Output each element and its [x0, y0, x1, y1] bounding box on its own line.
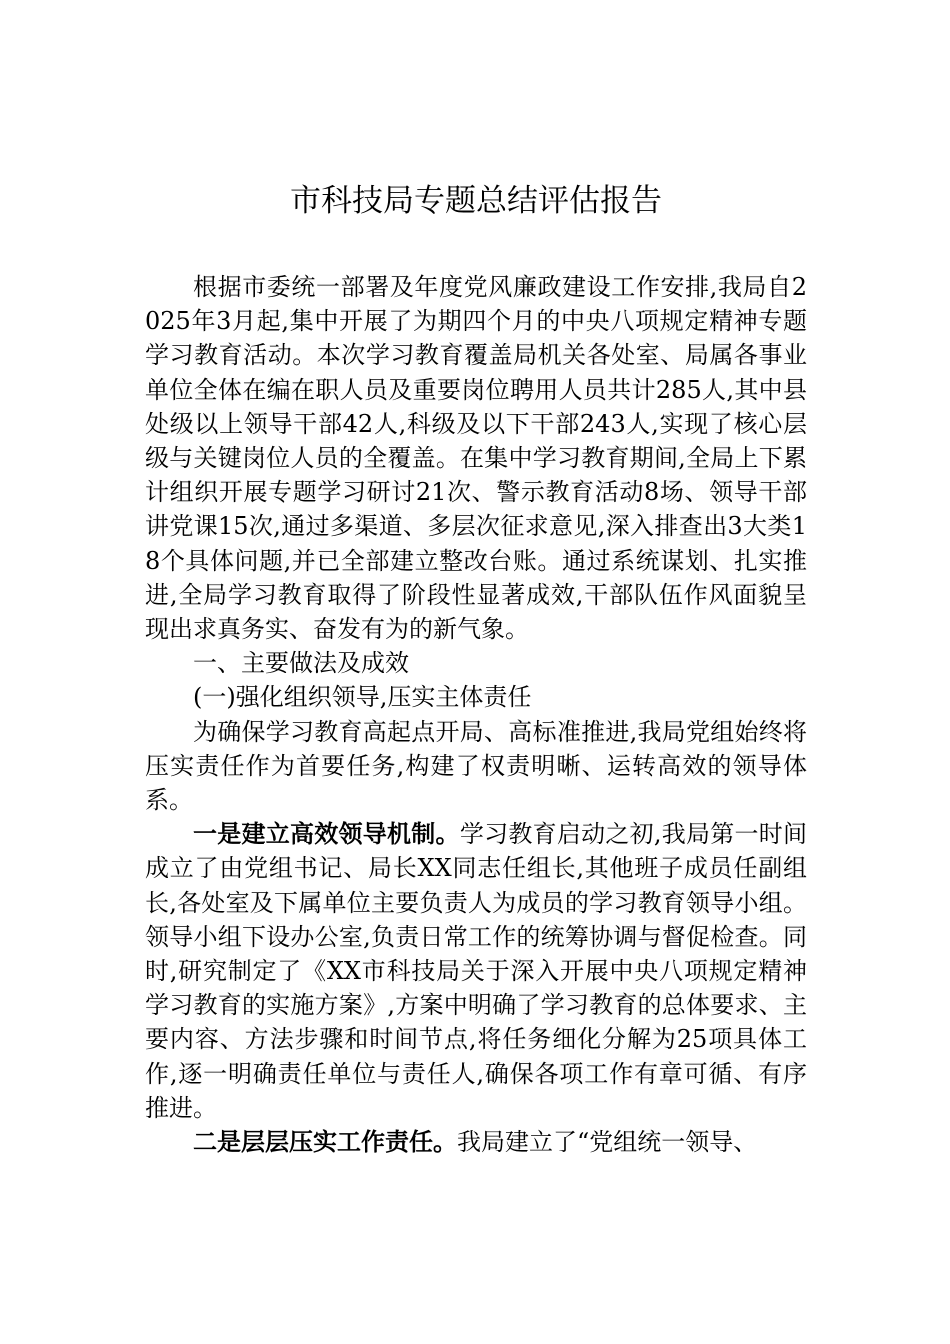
- document-page: [145, 0, 807, 1344]
- section-heading-1: 一、主要做法及成效: [193, 649, 409, 678]
- intro-paragraph: 根据市委统一部署及年度党风廉政建设工作安排,我局自2025年3月起,集中开展了为期四个月的中央八项规定精神专题学习教育活动。本次学习教育覆盖局机关各处室、局属各事业单位全体在编在职人员及重要岗位聘用人员共计285人,其中县处级以上领导干部42人,科级及以下干部243人,实现了核心层级与关键岗位人员的全覆盖。在集中学习教育期间,全局上下累计组织开展专题学习研讨21次、警示教育活动8场、领导干部讲党课15次,通过多渠道、多层次征求意见,深入排查出3大类18个具体问题,并已全部建立整改台账。通过系统谋划、扎实推进,全局学习教育取得了阶段性显著成效,干部队伍作风面貌呈现出求真务实、奋发有为的新气象。: [145, 273, 807, 644]
- point-one-paragraph: [145, 817, 807, 1125]
- point-two-text: 我局建立了“党组统一领导、: [457, 1128, 758, 1157]
- point-one-text: 学习教育启动之初,我局第一时间成立了由党组书记、局长XX同志任组长,其他班子成员任副组长,各处室及下属单位主要负责人为成员的学习教育领导小组。领导小组下设办公室,负责日常工作的统筹协调与督促检查。同时,研究制定了《XX市科技局关于深入开展中央八项规定精神学习教育的实施方案》,方案中明确了学习教育的总体要求、主要内容、方法步骤和时间节点,将任务细化分解为25项具体工作,逐一明确责任单位与责任人,确保各项工作有章可循、有序推进。: [145, 820, 808, 1122]
- point-two-paragraph: [145, 1125, 807, 1159]
- document-body: [145, 270, 807, 1159]
- document-title: 市科技局专题总结评估报告: [290, 183, 662, 219]
- point-two-lead: 二是层层压实工作责任。: [193, 1127, 457, 1157]
- point-one-lead: 一是建立高效领导机制。: [193, 819, 460, 849]
- subsection-intro-paragraph: 为确保学习教育高起点开局、高标准推进,我局党组始终将压实责任作为首要任务,构建了权责明晰、运转高效的领导体系。: [145, 717, 807, 815]
- subsection-heading-1: (一)强化组织领导,压实主体责任: [193, 683, 532, 712]
